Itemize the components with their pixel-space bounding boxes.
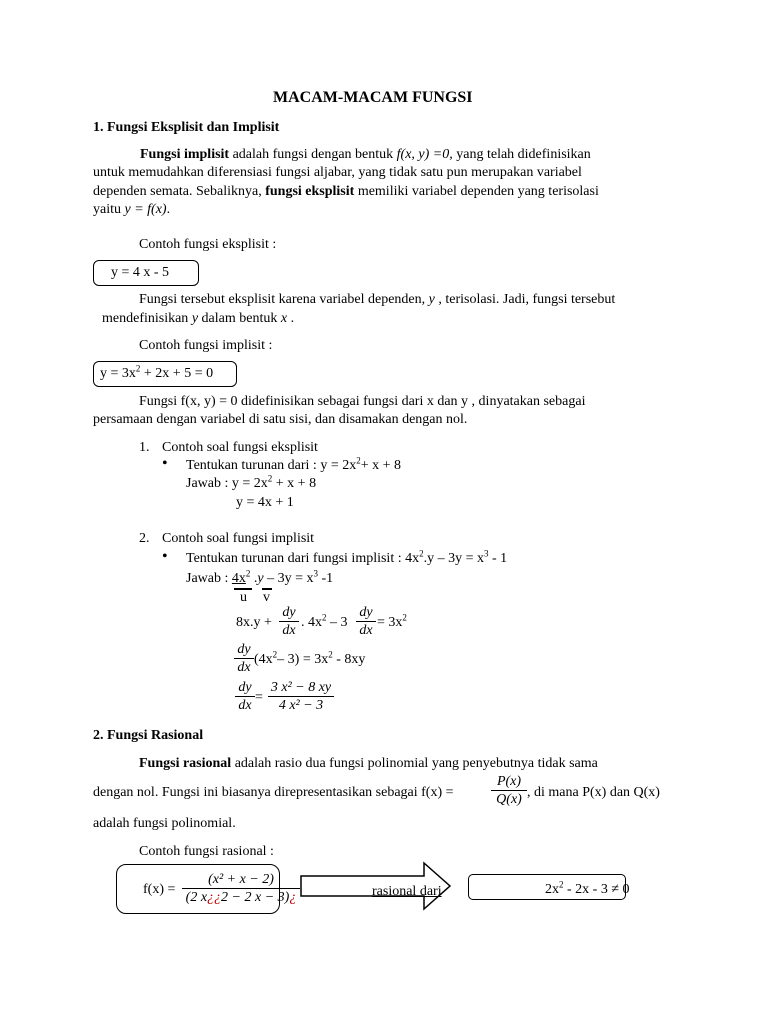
- step3-frac-result: [268, 679, 334, 714]
- rational-example-label: Contoh fungsi rasional :: [139, 844, 274, 859]
- step-text: – 3: [326, 615, 348, 630]
- u-label: u: [240, 590, 247, 605]
- jawab-text: + x + 8: [272, 476, 317, 491]
- formula-part: y = 2x: [320, 458, 357, 473]
- fx-label: f(x) =: [143, 882, 176, 897]
- list1-jawab-line2: y = 4x + 1: [236, 495, 294, 510]
- list1-label: Contoh soal fungsi eksplisit: [162, 440, 318, 455]
- jawab-u-term: 4x: [231, 571, 246, 586]
- step1-frac2: [356, 604, 376, 639]
- step-text: = 3x: [377, 615, 403, 630]
- list1-jawab-line1: [186, 475, 316, 492]
- bullet-text: - 1: [488, 551, 508, 566]
- jawab-text: Jawab :: [186, 571, 232, 586]
- explicit-formula: [111, 264, 169, 281]
- note-text: dalam bentuk: [198, 311, 281, 326]
- para-text: adalah rasio dua fungsi polinomial yang penyebutnya tidak sama: [231, 756, 598, 771]
- note-text: Fungsi tersebut eksplisit karena variabel dependen,: [139, 292, 429, 307]
- formula-part: + x + 8: [360, 458, 402, 473]
- section2-para-line2a: dengan nol. Fungsi ini biasanya direpresentasikan sebagai f(x) =: [93, 785, 454, 800]
- frac-num: P(x): [496, 774, 522, 789]
- term-rational: Fungsi rasional: [139, 756, 232, 771]
- step2-text: [254, 651, 365, 668]
- para-text: .: [166, 202, 171, 217]
- step1-c: [377, 614, 407, 631]
- den-part: (2 x: [185, 890, 208, 905]
- bullet-icon: •: [162, 548, 168, 565]
- frac-num: dy: [359, 605, 373, 620]
- para-text: yang telah didefinisikan: [452, 147, 591, 162]
- frac-den: dx: [279, 621, 299, 639]
- term-explicit: fungsi eksplisit: [265, 184, 355, 199]
- cond-part: 2x: [545, 882, 559, 897]
- list1-number: 1.: [139, 440, 150, 455]
- section1-para-line4: [93, 201, 170, 218]
- bullet-text: Tentukan turunan dari fungsi implisit : 4x: [186, 551, 420, 566]
- rational-fraction: [182, 871, 300, 906]
- step-text: – 3) = 3x: [277, 652, 329, 667]
- jawab-text: Jawab : y = 2x: [186, 476, 268, 491]
- para-text: memiliki variabel dependen yang terisolasi: [354, 184, 599, 199]
- para-text: adalah fungsi dengan bentuk: [229, 147, 397, 162]
- implicit-note-line1: Fungsi f(x, y) = 0 didefinisikan sebagai fungsi dari x dan y , dinyatakan sebagai: [139, 394, 586, 409]
- note-var: y: [428, 292, 435, 307]
- jawab-text: -1: [318, 571, 334, 586]
- step1-b: [301, 614, 348, 631]
- step-text: . 4x: [301, 615, 322, 630]
- frac-den: Q(x): [491, 790, 527, 808]
- step2-frac: [234, 641, 254, 676]
- frac-den: dx: [235, 696, 255, 714]
- formula-sup: 2: [328, 649, 333, 660]
- note-text: .: [287, 311, 295, 326]
- den-part: 2 − 2 x − 3): [221, 890, 290, 905]
- jawab-text: .: [250, 571, 258, 586]
- list2-number: 2.: [139, 531, 150, 546]
- explicit-note-line1: [139, 291, 615, 308]
- formula-sup: 2: [322, 612, 327, 623]
- bullet-text: Tentukan turunan dari :: [186, 458, 321, 473]
- para-formula: y = f(x): [124, 202, 167, 217]
- para-text: dependen semata. Sebaliknya,: [93, 184, 266, 199]
- frac-den: [182, 888, 300, 906]
- v-label: v: [263, 590, 270, 605]
- section1-para-line1: [140, 146, 591, 163]
- frac-num: dy: [237, 642, 251, 657]
- formula-sup: 2: [419, 548, 424, 559]
- section2-heading: 2. Fungsi Rasional: [93, 728, 204, 743]
- bullet-text: .y – 3y = x: [423, 551, 485, 566]
- section2-para-line1: [139, 755, 598, 772]
- note-var: y: [191, 311, 199, 326]
- formula-sup: 2: [272, 649, 278, 660]
- arrow-text: rasional dari: [372, 884, 442, 899]
- step1-frac1: [279, 604, 299, 639]
- term-implicit: Fungsi implisit: [140, 147, 230, 162]
- section2-para-line3: adalah fungsi polinomial.: [93, 816, 236, 831]
- note-text: mendefinisikan: [102, 311, 192, 326]
- condition-text: [545, 881, 630, 898]
- explicit-note-line2: [102, 310, 294, 327]
- jawab-text: – 3y = x: [263, 571, 314, 586]
- den-error-chars: ¿: [289, 890, 297, 905]
- formula-sup: 2: [135, 363, 141, 374]
- list2-label: Contoh soal fungsi implisit: [162, 531, 315, 546]
- list1-bullet: [186, 457, 401, 474]
- section1-para-line3: [93, 183, 599, 200]
- para-formula: f(x, y) =0,: [396, 147, 453, 162]
- formula-sup: 2: [245, 568, 251, 579]
- frac-num: (x² + x − 2): [208, 872, 274, 887]
- pq-fraction: [491, 773, 527, 808]
- note-text: , terisolasi. Jadi, fungsi tersebut: [434, 292, 616, 307]
- section2-para-line2b: , di mana P(x) dan Q(x): [527, 785, 660, 800]
- implicit-note-line2: persamaan dengan variabel di satu sisi, dan disamakan dengan nol.: [93, 412, 468, 427]
- implicit-formula: [100, 365, 213, 382]
- step1-a: 8x.y +: [236, 615, 272, 630]
- frac-num: 3 x² − 8 xy: [270, 680, 332, 695]
- formula-sup: 2: [267, 473, 273, 484]
- step-text: - 8xy: [332, 652, 366, 667]
- formula-sup: 2: [559, 879, 564, 890]
- formula-part: + 2x + 5 = 0: [140, 366, 214, 381]
- list2-jawab: [186, 570, 333, 587]
- page-title: MACAM-MACAM FUNGSI: [273, 89, 473, 106]
- jawab-v-term: y: [257, 571, 264, 586]
- explicit-formula-text: y = 4 x - 5: [111, 265, 170, 280]
- implicit-example-label: Contoh fungsi implisit :: [139, 338, 273, 353]
- step3-frac-dydx: [235, 679, 255, 714]
- frac-num: dy: [238, 680, 252, 695]
- explicit-example-label: Contoh fungsi eksplisit :: [139, 237, 277, 252]
- formula-sup: 3: [313, 568, 319, 579]
- formula-sup: 3: [484, 548, 489, 559]
- cond-part: - 2x - 3 ≠ 0: [563, 882, 630, 897]
- frac-den: dx: [234, 658, 254, 676]
- formula-sup: 2: [356, 455, 361, 466]
- list2-bullet: [186, 550, 507, 567]
- step3-eq: =: [255, 690, 263, 705]
- frac-den: 4 x² − 3: [268, 696, 334, 714]
- bullet-icon: •: [162, 455, 168, 472]
- step-text: (4x: [254, 652, 273, 667]
- frac-den: dx: [356, 621, 376, 639]
- section1-heading: 1. Fungsi Eksplisit dan Implisit: [93, 120, 280, 135]
- para-text: yaitu: [93, 202, 125, 217]
- formula-part: y = 3x: [100, 366, 136, 381]
- section1-para-line2: untuk memudahkan diferensiasi fungsi aljabar, yang tidak satu pun merupakan variabel: [93, 165, 582, 180]
- formula-sup: 2: [402, 612, 407, 623]
- note-var: x: [280, 311, 288, 326]
- frac-num: dy: [282, 605, 296, 620]
- den-error-chars: ¿¿: [207, 890, 222, 905]
